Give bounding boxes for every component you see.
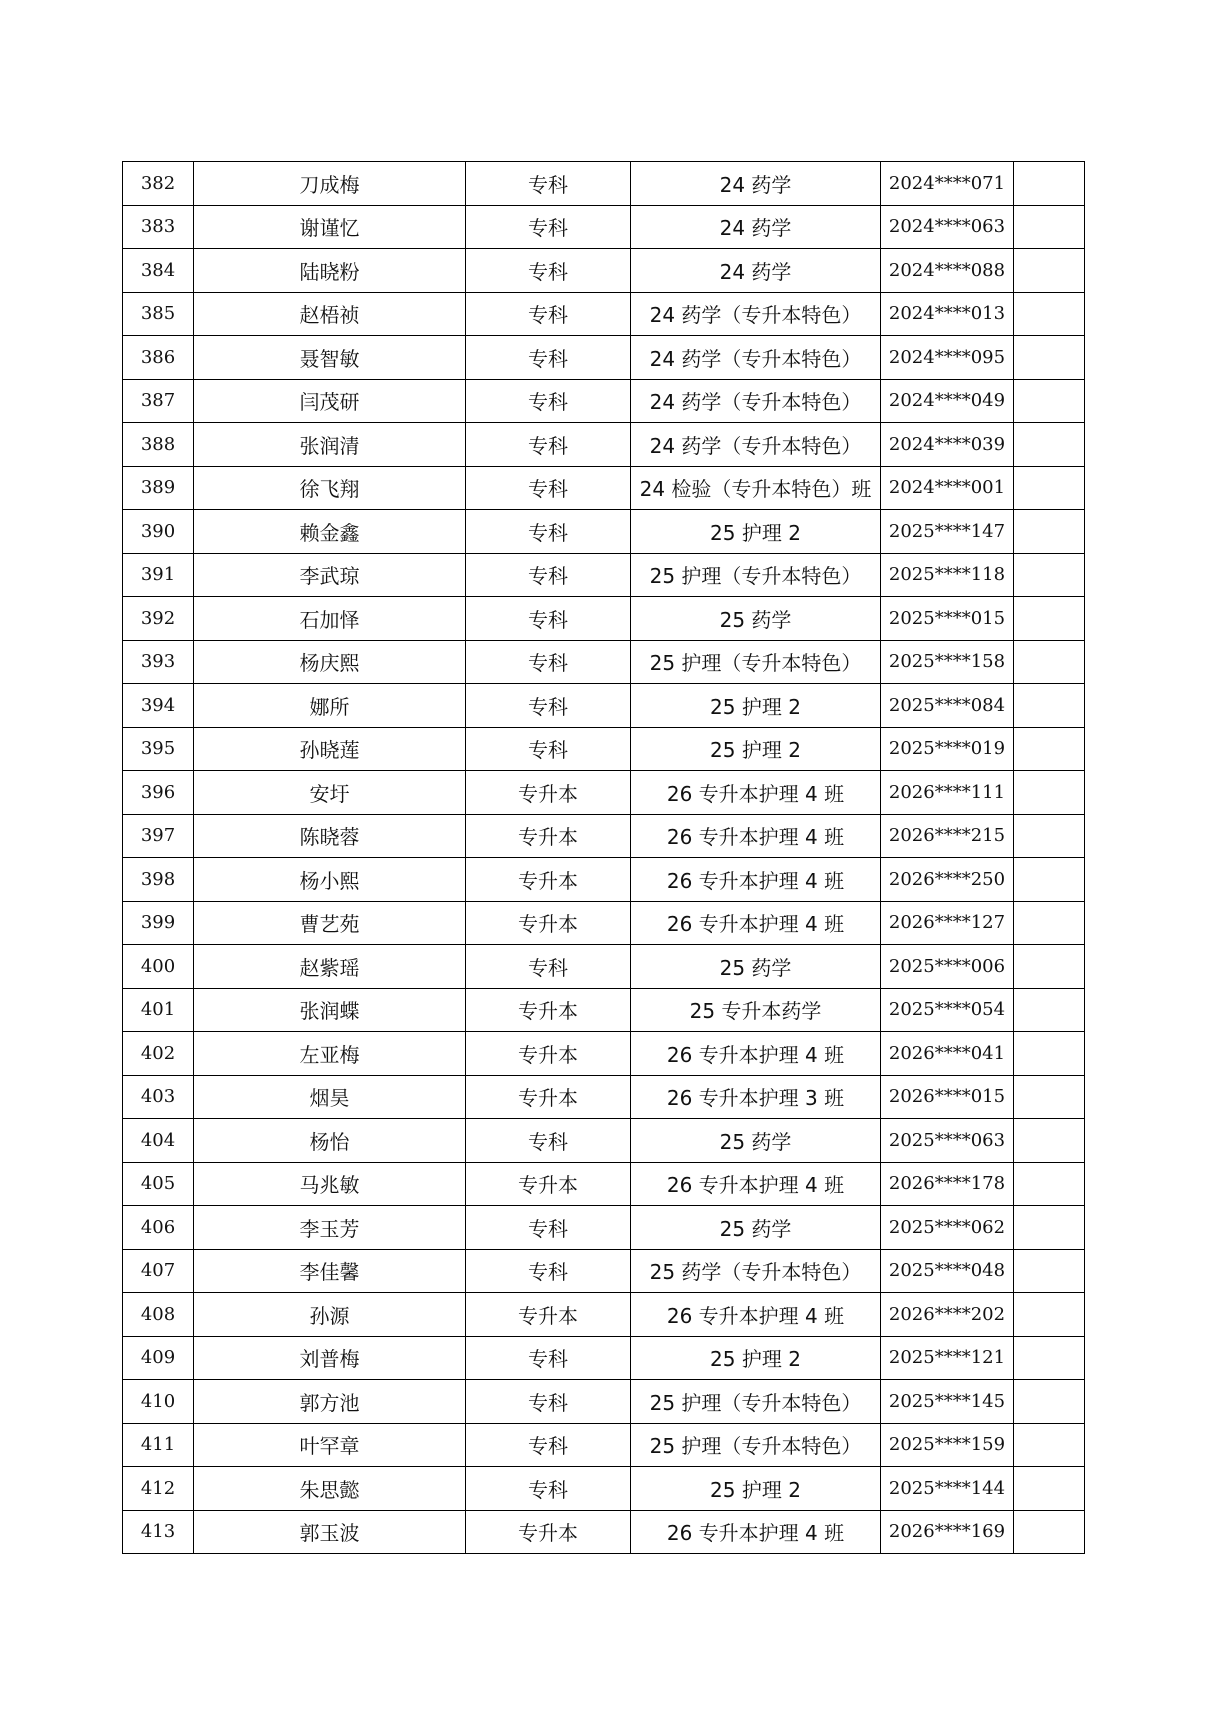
row-number: 413 — [123, 1510, 194, 1554]
row-number: 389 — [123, 466, 194, 510]
table-row — [123, 292, 1085, 336]
student-name: 李佳馨 — [194, 1249, 466, 1293]
blank-cell — [1014, 162, 1085, 206]
student-id: 2026****127 — [881, 901, 1014, 945]
table-row — [123, 727, 1085, 771]
row-number: 382 — [123, 162, 194, 206]
row-number: 383 — [123, 205, 194, 249]
blank-cell — [1014, 771, 1085, 815]
education-level: 专科 — [466, 162, 631, 206]
blank-cell — [1014, 466, 1085, 510]
row-number: 407 — [123, 1249, 194, 1293]
student-name: 烟昊 — [194, 1075, 466, 1119]
education-level: 专科 — [466, 1206, 631, 1250]
student-id: 2025****063 — [881, 1119, 1014, 1163]
student-id: 2026****215 — [881, 814, 1014, 858]
table-row — [123, 945, 1085, 989]
table-row — [123, 684, 1085, 728]
student-name: 叶罕章 — [194, 1423, 466, 1467]
row-number: 404 — [123, 1119, 194, 1163]
education-level: 专科 — [466, 249, 631, 293]
education-level: 专科 — [466, 379, 631, 423]
blank-cell — [1014, 1336, 1085, 1380]
student-name: 安圩 — [194, 771, 466, 815]
row-number: 401 — [123, 988, 194, 1032]
education-level: 专科 — [466, 945, 631, 989]
blank-cell — [1014, 901, 1085, 945]
table-row — [123, 814, 1085, 858]
row-number: 388 — [123, 423, 194, 467]
table-row — [123, 1293, 1085, 1337]
student-name: 陈晓蓉 — [194, 814, 466, 858]
student-id: 2024****063 — [881, 205, 1014, 249]
student-id: 2025****019 — [881, 727, 1014, 771]
class-name: 24 药学（专升本特色） — [631, 379, 881, 423]
table-row — [123, 1032, 1085, 1076]
education-level: 专升本 — [466, 858, 631, 902]
student-id: 2025****015 — [881, 597, 1014, 641]
education-level: 专科 — [466, 1467, 631, 1511]
blank-cell — [1014, 510, 1085, 554]
student-name: 赵梧祯 — [194, 292, 466, 336]
class-name: 25 药学 — [631, 1206, 881, 1250]
row-number: 400 — [123, 945, 194, 989]
student-name: 闫茂研 — [194, 379, 466, 423]
table-row — [123, 1336, 1085, 1380]
education-level: 专科 — [466, 292, 631, 336]
table-row — [123, 466, 1085, 510]
student-id: 2026****169 — [881, 1510, 1014, 1554]
class-name: 26 专升本护理 4 班 — [631, 1510, 881, 1554]
table-row — [123, 858, 1085, 902]
education-level: 专升本 — [466, 771, 631, 815]
table-row — [123, 1075, 1085, 1119]
student-name: 刀成梅 — [194, 162, 466, 206]
student-id: 2024****039 — [881, 423, 1014, 467]
class-name: 25 专升本药学 — [631, 988, 881, 1032]
education-level: 专升本 — [466, 1075, 631, 1119]
class-name: 26 专升本护理 3 班 — [631, 1075, 881, 1119]
class-name: 25 护理 2 — [631, 727, 881, 771]
blank-cell — [1014, 1380, 1085, 1424]
student-name: 谢谨忆 — [194, 205, 466, 249]
row-number: 412 — [123, 1467, 194, 1511]
table-row — [123, 901, 1085, 945]
class-name: 25 药学（专升本特色） — [631, 1249, 881, 1293]
class-name: 26 专升本护理 4 班 — [631, 1032, 881, 1076]
table-row — [123, 771, 1085, 815]
table-row — [123, 510, 1085, 554]
education-level: 专升本 — [466, 1162, 631, 1206]
student-id: 2025****147 — [881, 510, 1014, 554]
table-row — [123, 205, 1085, 249]
table-row — [123, 423, 1085, 467]
blank-cell — [1014, 249, 1085, 293]
blank-cell — [1014, 292, 1085, 336]
class-name: 25 药学 — [631, 1119, 881, 1163]
row-number: 392 — [123, 597, 194, 641]
student-name: 孙晓莲 — [194, 727, 466, 771]
class-name: 25 护理（专升本特色） — [631, 553, 881, 597]
class-name: 26 专升本护理 4 班 — [631, 814, 881, 858]
student-name: 聂智敏 — [194, 336, 466, 380]
student-name: 徐飞翔 — [194, 466, 466, 510]
blank-cell — [1014, 1032, 1085, 1076]
table-row — [123, 336, 1085, 380]
education-level: 专科 — [466, 423, 631, 467]
table-row — [123, 988, 1085, 1032]
education-level: 专科 — [466, 597, 631, 641]
class-name: 25 护理（专升本特色） — [631, 640, 881, 684]
student-id: 2024****001 — [881, 466, 1014, 510]
student-name: 石加怿 — [194, 597, 466, 641]
blank-cell — [1014, 1510, 1085, 1554]
student-id: 2025****144 — [881, 1467, 1014, 1511]
blank-cell — [1014, 597, 1085, 641]
education-level: 专科 — [466, 510, 631, 554]
blank-cell — [1014, 1206, 1085, 1250]
class-name: 24 检验（专升本特色）班 — [631, 466, 881, 510]
education-level: 专科 — [466, 466, 631, 510]
row-number: 396 — [123, 771, 194, 815]
education-level: 专科 — [466, 1336, 631, 1380]
class-name: 25 护理 2 — [631, 510, 881, 554]
class-name: 26 专升本护理 4 班 — [631, 1293, 881, 1337]
class-name: 25 护理（专升本特色） — [631, 1423, 881, 1467]
row-number: 395 — [123, 727, 194, 771]
class-name: 24 药学 — [631, 205, 881, 249]
class-name: 25 护理 2 — [631, 1467, 881, 1511]
student-id: 2025****048 — [881, 1249, 1014, 1293]
student-id: 2025****062 — [881, 1206, 1014, 1250]
row-number: 393 — [123, 640, 194, 684]
class-name: 24 药学（专升本特色） — [631, 292, 881, 336]
education-level: 专科 — [466, 205, 631, 249]
table-row — [123, 553, 1085, 597]
blank-cell — [1014, 423, 1085, 467]
student-name: 陆晓粉 — [194, 249, 466, 293]
education-level: 专科 — [466, 336, 631, 380]
table-row — [123, 162, 1085, 206]
student-id: 2025****158 — [881, 640, 1014, 684]
row-number: 406 — [123, 1206, 194, 1250]
education-level: 专升本 — [466, 1032, 631, 1076]
row-number: 410 — [123, 1380, 194, 1424]
student-name: 郭方池 — [194, 1380, 466, 1424]
blank-cell — [1014, 814, 1085, 858]
table-body — [123, 162, 1085, 1554]
student-name: 曹艺苑 — [194, 901, 466, 945]
table-row — [123, 1510, 1085, 1554]
row-number: 384 — [123, 249, 194, 293]
row-number: 398 — [123, 858, 194, 902]
education-level: 专科 — [466, 727, 631, 771]
student-id: 2025****054 — [881, 988, 1014, 1032]
education-level: 专升本 — [466, 988, 631, 1032]
student-name: 杨庆熙 — [194, 640, 466, 684]
student-id: 2025****118 — [881, 553, 1014, 597]
blank-cell — [1014, 553, 1085, 597]
student-name: 张润清 — [194, 423, 466, 467]
table-row — [123, 1423, 1085, 1467]
row-number: 397 — [123, 814, 194, 858]
blank-cell — [1014, 1162, 1085, 1206]
blank-cell — [1014, 336, 1085, 380]
table-row — [123, 1162, 1085, 1206]
row-number: 399 — [123, 901, 194, 945]
student-name: 朱思懿 — [194, 1467, 466, 1511]
table-row — [123, 1380, 1085, 1424]
table-row — [123, 1249, 1085, 1293]
table-row — [123, 1467, 1085, 1511]
class-name: 25 护理 2 — [631, 1336, 881, 1380]
education-level: 专科 — [466, 684, 631, 728]
table-row — [123, 249, 1085, 293]
education-level: 专升本 — [466, 901, 631, 945]
blank-cell — [1014, 858, 1085, 902]
blank-cell — [1014, 1249, 1085, 1293]
row-number: 391 — [123, 553, 194, 597]
table-row — [123, 597, 1085, 641]
row-number: 411 — [123, 1423, 194, 1467]
student-name: 马兆敏 — [194, 1162, 466, 1206]
row-number: 408 — [123, 1293, 194, 1337]
blank-cell — [1014, 684, 1085, 728]
education-level: 专科 — [466, 553, 631, 597]
table-row — [123, 1119, 1085, 1163]
row-number: 402 — [123, 1032, 194, 1076]
blank-cell — [1014, 1293, 1085, 1337]
student-name: 赖金鑫 — [194, 510, 466, 554]
student-id: 2026****250 — [881, 858, 1014, 902]
class-name: 24 药学 — [631, 162, 881, 206]
blank-cell — [1014, 988, 1085, 1032]
student-id: 2024****049 — [881, 379, 1014, 423]
student-name: 杨怡 — [194, 1119, 466, 1163]
row-number: 390 — [123, 510, 194, 554]
education-level: 专科 — [466, 1119, 631, 1163]
class-name: 24 药学（专升本特色） — [631, 336, 881, 380]
row-number: 385 — [123, 292, 194, 336]
row-number: 405 — [123, 1162, 194, 1206]
student-id: 2024****088 — [881, 249, 1014, 293]
blank-cell — [1014, 205, 1085, 249]
student-id: 2025****145 — [881, 1380, 1014, 1424]
class-name: 25 药学 — [631, 945, 881, 989]
education-level: 专科 — [466, 1423, 631, 1467]
blank-cell — [1014, 727, 1085, 771]
student-id: 2024****071 — [881, 162, 1014, 206]
student-id: 2025****084 — [881, 684, 1014, 728]
blank-cell — [1014, 1423, 1085, 1467]
student-name: 李武琼 — [194, 553, 466, 597]
student-id: 2026****178 — [881, 1162, 1014, 1206]
student-name: 赵紫瑶 — [194, 945, 466, 989]
class-name: 26 专升本护理 4 班 — [631, 901, 881, 945]
blank-cell — [1014, 945, 1085, 989]
row-number: 409 — [123, 1336, 194, 1380]
student-id: 2025****121 — [881, 1336, 1014, 1380]
row-number: 394 — [123, 684, 194, 728]
education-level: 专升本 — [466, 1510, 631, 1554]
student-name: 张润蝶 — [194, 988, 466, 1032]
student-id: 2026****041 — [881, 1032, 1014, 1076]
student-id: 2026****015 — [881, 1075, 1014, 1119]
education-level: 专科 — [466, 1249, 631, 1293]
student-name: 娜所 — [194, 684, 466, 728]
education-level: 专科 — [466, 640, 631, 684]
table-row — [123, 1206, 1085, 1250]
blank-cell — [1014, 1119, 1085, 1163]
student-name: 孙源 — [194, 1293, 466, 1337]
student-name: 左亚梅 — [194, 1032, 466, 1076]
student-id: 2024****095 — [881, 336, 1014, 380]
education-level: 专升本 — [466, 1293, 631, 1337]
blank-cell — [1014, 640, 1085, 684]
student-id: 2024****013 — [881, 292, 1014, 336]
class-name: 26 专升本护理 4 班 — [631, 771, 881, 815]
education-level: 专科 — [466, 1380, 631, 1424]
student-name: 杨小熙 — [194, 858, 466, 902]
blank-cell — [1014, 1467, 1085, 1511]
row-number: 403 — [123, 1075, 194, 1119]
class-name: 25 护理 2 — [631, 684, 881, 728]
student-list-table — [122, 161, 1085, 1554]
education-level: 专升本 — [466, 814, 631, 858]
table-row — [123, 640, 1085, 684]
class-name: 25 药学 — [631, 597, 881, 641]
table-row — [123, 379, 1085, 423]
student-id: 2025****006 — [881, 945, 1014, 989]
class-name: 24 药学 — [631, 249, 881, 293]
class-name: 25 护理（专升本特色） — [631, 1380, 881, 1424]
row-number: 386 — [123, 336, 194, 380]
student-id: 2025****159 — [881, 1423, 1014, 1467]
student-id: 2026****111 — [881, 771, 1014, 815]
blank-cell — [1014, 1075, 1085, 1119]
student-name: 刘普梅 — [194, 1336, 466, 1380]
class-name: 24 药学（专升本特色） — [631, 423, 881, 467]
row-number: 387 — [123, 379, 194, 423]
blank-cell — [1014, 379, 1085, 423]
student-name: 郭玉波 — [194, 1510, 466, 1554]
student-id: 2026****202 — [881, 1293, 1014, 1337]
class-name: 26 专升本护理 4 班 — [631, 1162, 881, 1206]
student-name: 李玉芳 — [194, 1206, 466, 1250]
class-name: 26 专升本护理 4 班 — [631, 858, 881, 902]
